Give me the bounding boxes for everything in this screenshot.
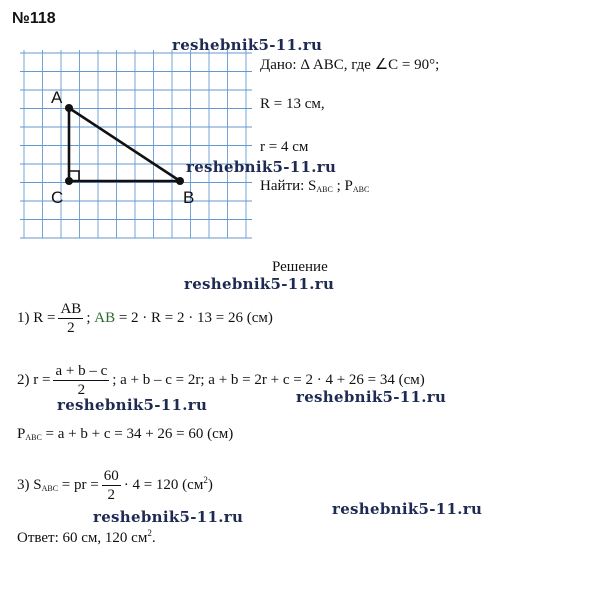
side-ab <box>69 108 180 181</box>
watermark: reshebnik5-11.ru <box>332 500 483 518</box>
given-line-1: Дано: Δ ABC, где ∠C = 90°; <box>260 57 440 73</box>
grid <box>20 50 252 238</box>
watermark: reshebnik5-11.ru <box>172 36 323 54</box>
given-line-3: r = 4 см <box>260 139 309 155</box>
watermark: reshebnik5-11.ru <box>296 388 447 406</box>
given-line-2: R = 13 см, <box>260 96 325 112</box>
triangle-figure <box>20 50 255 240</box>
label-b: B <box>183 188 195 207</box>
watermark: reshebnik5-11.ru <box>186 158 337 176</box>
find-line: Найти: $S_{ABC}$ ; $P_{ABC}$ <box>260 178 370 194</box>
perimeter-line: $P_{ABC} = a + b + c = 34 + 26 = 60$ (см) <box>17 426 234 442</box>
vertex-a <box>65 104 73 112</box>
label-c: C <box>51 188 64 207</box>
step-1: 1) R = $\frac{AB}{2}$ ; AB = 2 · R = 2 · 13 = 26 (см) <box>17 301 273 336</box>
label-a: A <box>51 88 63 107</box>
vertex-c <box>65 177 73 185</box>
answer: Ответ: 60 см, 120 $см^2$. <box>17 528 156 546</box>
watermark: reshebnik5-11.ru <box>93 508 244 526</box>
step-2: 2) r = $\frac{a + b - c}{2}$ ; a + b – c = 2r; a + b = 2r + c = 2 · 4 + 26 = 34 (см) <box>17 363 425 398</box>
solution-heading: Решение <box>272 259 328 275</box>
watermark: reshebnik5-11.ru <box>184 275 335 293</box>
problem-number: №118 <box>12 10 56 27</box>
watermark: reshebnik5-11.ru <box>57 396 208 414</box>
vertex-b <box>176 177 184 185</box>
step-3: 3) $S_{ABC}$ = pr = $\frac{60}{2}$ · 4 = 120 $(см^2)$ <box>17 468 213 503</box>
